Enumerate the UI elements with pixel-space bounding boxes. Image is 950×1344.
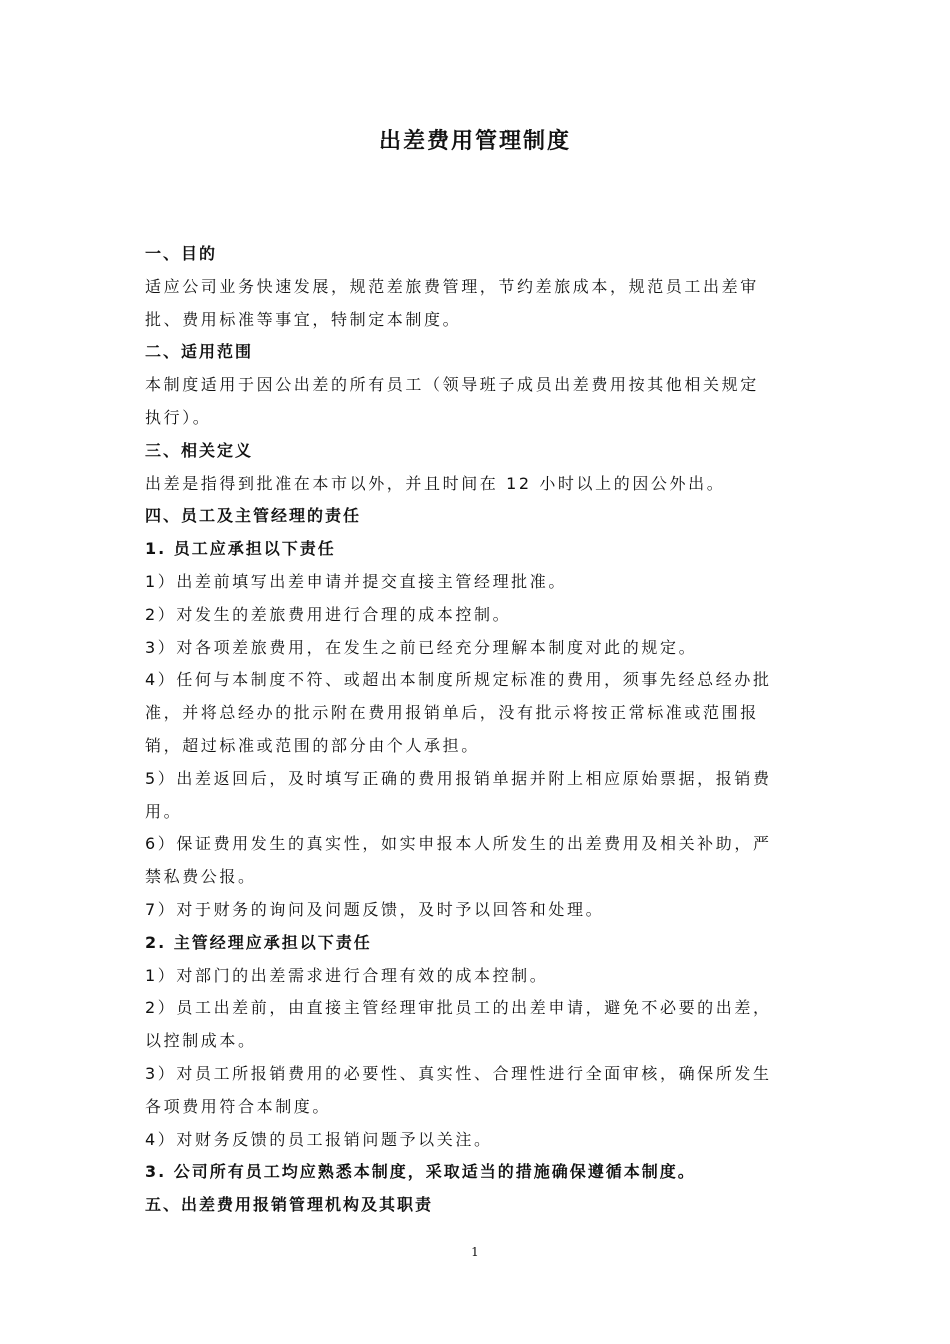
paragraph-line: 1）对部门的出差需求进行合理有效的成本控制。 <box>145 965 549 985</box>
section-heading: 一、目的 <box>145 244 218 263</box>
section-heading: 四、员工及主管经理的责任 <box>145 506 362 526</box>
section-heading: 1. 员工应承担以下责任 <box>145 539 336 559</box>
paragraph-line: 执行）。 <box>145 407 212 427</box>
paragraph-line: 1）出差前填写出差申请并提交直接主管经理批准。 <box>145 571 567 591</box>
section-heading: 三、相关定义 <box>145 440 254 460</box>
paragraph-line: 3）对员工所报销费用的必要性、真实性、合理性进行全面审核，确保所发生 <box>145 1063 772 1083</box>
paragraph-line: 销，超过标准或范围的部分由个人承担。 <box>145 735 480 755</box>
paragraph-line: 2）对发生的差旅费用进行合理的成本控制。 <box>145 604 512 624</box>
paragraph-line: 用。 <box>145 801 183 821</box>
paragraph-line: 以控制成本。 <box>145 1031 257 1051</box>
paragraph-line: 本制度适用于因公出差的所有员工（领导班子成员出差费用按其他相关规定 <box>145 375 759 395</box>
document-body <box>145 238 810 1222</box>
paragraph-line: 出差是指得到批准在本市以外，并且时间在 12 小时以上的因公外出。 <box>145 473 726 493</box>
paragraph-line: 准，并将总经办的批示附在费用报销单后，没有批示将按正常标准或范围报 <box>145 703 759 723</box>
paragraph-line: 批、费用标准等事宜，特制定本制度。 <box>145 309 462 329</box>
section-heading: 二、适用范围 <box>145 342 254 362</box>
section-heading: 2. 主管经理应承担以下责任 <box>145 932 372 952</box>
paragraph-line: 3）对各项差旅费用，在发生之前已经充分理解本制度对此的规定。 <box>145 637 698 657</box>
section-heading: 3. 公司所有员工均应熟悉本制度，采取适当的措施确保遵循本制度。 <box>145 1162 696 1182</box>
document-title: 出差费用管理制度 <box>378 129 571 154</box>
paragraph-line: 各项费用符合本制度。 <box>145 1096 332 1116</box>
paragraph-line: 5）出差返回后，及时填写正确的费用报销单据并附上相应原始票据，报销费 <box>145 768 772 788</box>
paragraph-line: 4）任何与本制度不符、或超出本制度所规定标准的费用，须事先经总经办批 <box>145 670 772 690</box>
paragraph-line: 4）对财务反馈的员工报销问题予以关注。 <box>145 1129 493 1149</box>
paragraph-line: 7）对于财务的询问及问题反馈，及时予以回答和处理。 <box>145 899 605 919</box>
section-heading: 五、出差费用报销管理机构及其职责 <box>145 1195 434 1215</box>
paragraph-line: 6）保证费用发生的真实性，如实申报本人所发生的出差费用及相关补助，严 <box>145 834 772 854</box>
page-number: 1 <box>471 1245 479 1259</box>
paragraph-line: 2）员工出差前，由直接主管经理审批员工的出差申请，避免不必要的出差， <box>145 998 772 1018</box>
paragraph-line: 禁私费公报。 <box>145 867 257 887</box>
paragraph-line: 适应公司业务快速发展，规范差旅费管理，节约差旅成本，规范员工出差审 <box>145 276 759 296</box>
